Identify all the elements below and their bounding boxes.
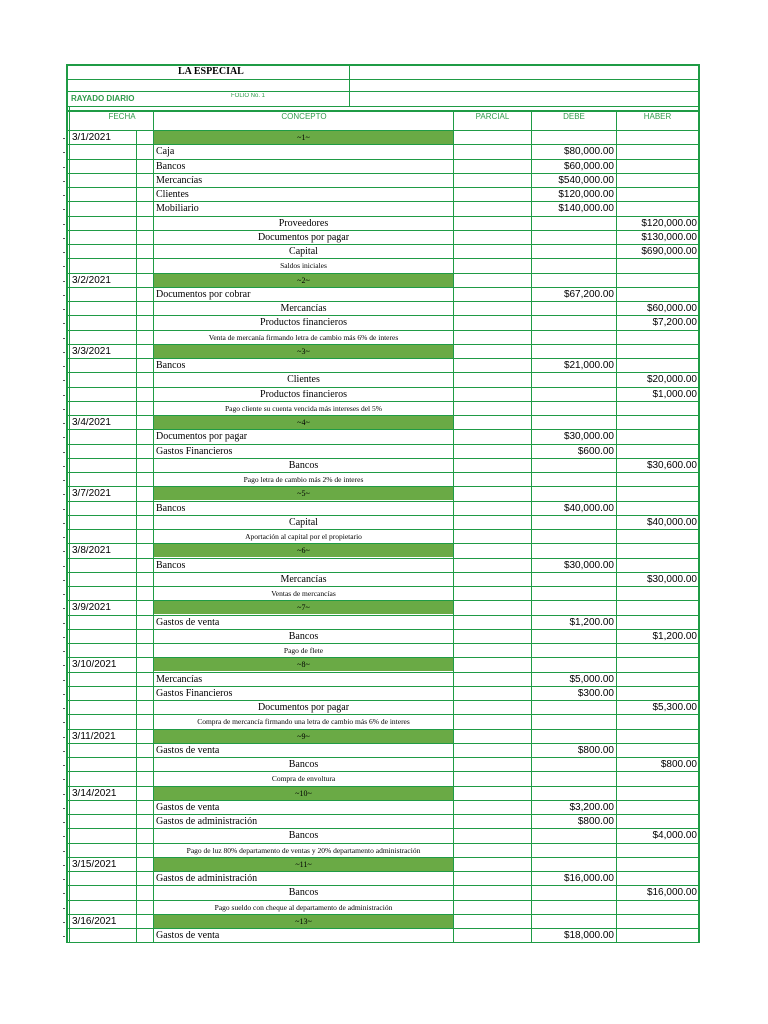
col-header-concepto: CONCEPTO — [281, 113, 327, 121]
row-rule — [66, 558, 698, 559]
header-top-rule — [66, 64, 698, 66]
debit-account: Gastos de venta — [156, 746, 220, 756]
row-rule — [66, 258, 698, 259]
credit-account: Bancos — [288, 888, 319, 898]
entry-date: 3/16/2021 — [72, 917, 117, 927]
debit-account: Caja — [156, 147, 175, 157]
row-marker — [63, 665, 65, 666]
haber-amount: $60,000.00 — [646, 304, 697, 314]
outer-left-border — [66, 64, 68, 943]
row-rule — [66, 757, 698, 758]
entry-description: Ventas de mercancías — [271, 590, 336, 598]
row-marker — [63, 338, 65, 339]
row-rule — [66, 771, 698, 772]
row-rule — [66, 159, 698, 160]
table-bottom-rule — [66, 942, 698, 943]
debe-amount: $800.00 — [577, 746, 614, 756]
debit-account: Gastos Financieros — [156, 689, 233, 699]
entry-description: Pago de luz 80% departamento de ventas y 20% departamento administración — [186, 847, 421, 855]
entry-date: 3/4/2021 — [72, 418, 111, 428]
debit-account: Gastos de venta — [156, 931, 220, 941]
row-rule — [66, 444, 698, 445]
debe-amount: $21,000.00 — [563, 361, 614, 371]
row-marker — [63, 309, 65, 310]
entry-description: Compra de mercancía firmando una letra de cambio más 6% de interes — [197, 718, 410, 726]
debe-amount: $40,000.00 — [563, 504, 614, 514]
credit-account: Proveedores — [278, 219, 329, 229]
row-marker — [63, 252, 65, 253]
haber-left-rule — [616, 110, 617, 943]
debe-amount: $30,000.00 — [563, 561, 614, 571]
entry-description: Pago de flete — [283, 647, 324, 655]
debit-account: Documentos por cobrar — [156, 290, 251, 300]
entry-number: ~3~ — [297, 348, 310, 356]
row-rule — [66, 914, 698, 915]
row-marker — [63, 694, 65, 695]
row-marker — [63, 224, 65, 225]
company-name: LA ESPECIAL — [178, 67, 244, 77]
row-marker — [63, 452, 65, 453]
debit-account: Bancos — [156, 561, 186, 571]
debit-account: Bancos — [156, 361, 186, 371]
entry-date: 3/8/2021 — [72, 546, 111, 556]
row-rule — [66, 586, 698, 587]
row-marker — [63, 808, 65, 809]
debit-account: Bancos — [156, 504, 186, 514]
haber-amount: $690,000.00 — [641, 247, 697, 257]
row-rule — [66, 629, 698, 630]
row-marker — [63, 751, 65, 752]
row-rule — [66, 287, 698, 288]
haber-amount: $20,000.00 — [646, 375, 697, 385]
row-rule — [66, 458, 698, 459]
row-marker — [63, 637, 65, 638]
entry-number: ~4~ — [297, 419, 310, 427]
entry-description: Pago cliente su cuenta vencida más intereses del 5% — [224, 405, 383, 413]
haber-amount: $120,000.00 — [641, 219, 697, 229]
debe-amount: $60,000.00 — [563, 162, 614, 172]
entry-number: ~2~ — [297, 277, 310, 285]
credit-account: Bancos — [288, 632, 319, 642]
entry-number: ~8~ — [297, 661, 310, 669]
credit-account: Productos financieros — [260, 318, 347, 328]
row-marker — [63, 195, 65, 196]
haber-amount: $4,000.00 — [652, 831, 697, 841]
row-marker — [63, 794, 65, 795]
row-marker — [63, 480, 65, 481]
haber-amount: $1,000.00 — [652, 390, 697, 400]
col-header-fecha: FECHA — [108, 113, 136, 121]
row-marker — [63, 708, 65, 709]
haber-amount: $40,000.00 — [646, 518, 697, 528]
row-rule — [66, 814, 698, 815]
row-marker — [63, 238, 65, 239]
row-marker — [63, 893, 65, 894]
entry-description: Aportación al capital por el propietario — [245, 533, 362, 541]
row-marker — [63, 437, 65, 438]
inner-left-rule — [69, 106, 70, 943]
row-marker — [63, 466, 65, 467]
debit-account: Mercancías — [156, 675, 203, 685]
date-day-divider — [136, 130, 137, 943]
entry-number: ~13~ — [295, 918, 312, 926]
row-marker — [63, 879, 65, 880]
debit-account: Gastos de administración — [156, 874, 258, 884]
entry-number: ~1~ — [297, 134, 310, 142]
debe-left-rule — [531, 110, 532, 943]
credit-account: Mercancías — [280, 304, 327, 314]
entry-date: 3/14/2021 — [72, 789, 117, 799]
row-rule — [66, 700, 698, 701]
row-marker — [63, 936, 65, 937]
row-rule — [66, 714, 698, 715]
row-rule — [66, 187, 698, 188]
row-rule — [66, 344, 698, 345]
row-marker — [63, 651, 65, 652]
row-marker — [63, 494, 65, 495]
entry-date: 3/15/2021 — [72, 860, 117, 870]
row-marker — [63, 323, 65, 324]
row-rule — [66, 515, 698, 516]
row-rule — [66, 843, 698, 844]
entry-number: ~11~ — [295, 861, 312, 869]
row-rule — [66, 885, 698, 886]
entry-date: 3/1/2021 — [72, 133, 111, 143]
row-rule — [66, 315, 698, 316]
row-marker — [63, 851, 65, 852]
debe-amount: $540,000.00 — [558, 176, 614, 186]
row-rule — [66, 657, 698, 658]
row-rule — [66, 173, 698, 174]
credit-account: Bancos — [288, 831, 319, 841]
row-rule — [66, 401, 698, 402]
row-marker — [63, 209, 65, 210]
debit-account: Documentos por pagar — [156, 432, 248, 442]
row-rule — [66, 372, 698, 373]
row-marker — [63, 608, 65, 609]
debe-amount: $140,000.00 — [558, 204, 614, 214]
debe-amount: $300.00 — [577, 689, 614, 699]
credit-account: Documentos por pagar — [257, 703, 350, 713]
haber-amount: $30,000.00 — [646, 575, 697, 585]
row-rule — [66, 301, 698, 302]
row-rule — [66, 486, 698, 487]
row-marker — [63, 138, 65, 139]
row-rule — [66, 643, 698, 644]
row-marker — [63, 266, 65, 267]
row-marker — [63, 395, 65, 396]
row-rule — [66, 800, 698, 801]
entry-date: 3/10/2021 — [72, 660, 117, 670]
row-marker — [63, 537, 65, 538]
col-header-haber: HABER — [643, 113, 672, 121]
parcial-left-rule — [453, 110, 454, 943]
debe-amount: $120,000.00 — [558, 190, 614, 200]
credit-account: Clientes — [287, 375, 320, 385]
row-marker — [63, 822, 65, 823]
credit-account: Capital — [289, 518, 318, 528]
debe-amount: $67,200.00 — [563, 290, 614, 300]
debe-amount: $18,000.00 — [563, 931, 614, 941]
row-marker — [63, 580, 65, 581]
credit-account: Documentos por pagar — [257, 233, 350, 243]
haber-amount: $130,000.00 — [641, 233, 697, 243]
debit-account: Mercancías — [156, 176, 203, 186]
row-marker — [63, 737, 65, 738]
row-rule — [66, 130, 698, 131]
header-divider — [349, 66, 350, 106]
row-marker — [63, 551, 65, 552]
row-rule — [66, 729, 698, 730]
header-rule-3 — [66, 106, 698, 107]
row-marker — [63, 623, 65, 624]
row-marker — [63, 181, 65, 182]
row-marker — [63, 865, 65, 866]
credit-account: Bancos — [288, 461, 319, 471]
header-rule-2 — [66, 91, 698, 92]
debe-amount: $80,000.00 — [563, 147, 614, 157]
debe-amount: $1,200.00 — [569, 618, 614, 628]
row-rule — [66, 828, 698, 829]
row-rule — [66, 387, 698, 388]
debit-account: Gastos de venta — [156, 618, 220, 628]
debe-amount: $600.00 — [577, 447, 614, 457]
row-rule — [66, 244, 698, 245]
entry-description: Pago sueldo con cheque al departamento de administración — [214, 904, 393, 912]
row-rule — [66, 429, 698, 430]
row-marker — [63, 295, 65, 296]
row-rule — [66, 501, 698, 502]
col-header-parcial: PARCIAL — [475, 113, 510, 121]
row-rule — [66, 672, 698, 673]
row-rule — [66, 201, 698, 202]
row-rule — [66, 472, 698, 473]
debit-account: Mobiliario — [156, 204, 199, 214]
entry-date: 3/2/2021 — [72, 276, 111, 286]
entry-date: 3/11/2021 — [72, 732, 116, 742]
credit-account: Mercancías — [280, 575, 327, 585]
row-rule — [66, 330, 698, 331]
row-marker — [63, 366, 65, 367]
row-rule — [66, 144, 698, 145]
debe-amount: $5,000.00 — [569, 675, 614, 685]
debit-account: Gastos de administración — [156, 817, 258, 827]
col-header-debe: DEBE — [563, 113, 585, 121]
debe-amount: $3,200.00 — [569, 803, 614, 813]
header-rule-1 — [66, 79, 698, 80]
column-header-top-rule — [66, 110, 698, 112]
haber-amount: $5,300.00 — [652, 703, 697, 713]
haber-amount: $7,200.00 — [652, 318, 697, 328]
row-rule — [66, 529, 698, 530]
entry-description: Saldos iniciales — [280, 262, 327, 270]
entry-description: Pago letra de cambio más 2% de interes — [243, 476, 364, 484]
haber-amount: $16,000.00 — [646, 888, 697, 898]
row-rule — [66, 358, 698, 359]
entry-number: ~10~ — [295, 790, 312, 798]
row-rule — [66, 928, 698, 929]
entry-number: ~7~ — [297, 604, 310, 612]
haber-amount: $1,200.00 — [652, 632, 697, 642]
row-rule — [66, 743, 698, 744]
debit-account: Clientes — [156, 190, 189, 200]
haber-amount: $800.00 — [660, 760, 697, 770]
row-marker — [63, 922, 65, 923]
credit-account: Capital — [289, 247, 318, 257]
row-rule — [66, 230, 698, 231]
row-marker — [63, 680, 65, 681]
row-rule — [66, 871, 698, 872]
entry-number: ~5~ — [297, 490, 310, 498]
row-marker — [63, 152, 65, 153]
entry-date: 3/7/2021 — [72, 489, 111, 499]
row-marker — [63, 779, 65, 780]
row-marker — [63, 423, 65, 424]
row-marker — [63, 523, 65, 524]
credit-account: Productos financieros — [260, 390, 347, 400]
row-marker — [63, 281, 65, 282]
row-marker — [63, 722, 65, 723]
row-marker — [63, 352, 65, 353]
row-rule — [66, 572, 698, 573]
row-marker — [63, 908, 65, 909]
entry-date: 3/9/2021 — [72, 603, 111, 613]
row-marker — [63, 409, 65, 410]
row-marker — [63, 765, 65, 766]
entry-description: Venta de mercanía firmando letra de cambio más 6% de interes — [208, 334, 399, 342]
row-rule — [66, 415, 698, 416]
row-rule — [66, 900, 698, 901]
concept-left-rule — [153, 110, 154, 943]
row-marker — [63, 509, 65, 510]
entry-number: ~6~ — [297, 547, 310, 555]
row-marker — [63, 594, 65, 595]
row-rule — [66, 273, 698, 274]
row-marker — [63, 566, 65, 567]
entry-description: Compra de envoltura — [271, 775, 336, 783]
credit-account: Bancos — [288, 760, 319, 770]
debe-amount: $800.00 — [577, 817, 614, 827]
row-rule — [66, 216, 698, 217]
row-rule — [66, 786, 698, 787]
row-rule — [66, 600, 698, 601]
outer-right-border — [698, 64, 700, 943]
row-rule — [66, 686, 698, 687]
debe-amount: $30,000.00 — [563, 432, 614, 442]
row-rule — [66, 857, 698, 858]
folio-label: FOLIO No. 1 — [231, 93, 266, 99]
row-marker — [63, 167, 65, 168]
debe-amount: $16,000.00 — [563, 874, 614, 884]
entry-date: 3/3/2021 — [72, 347, 111, 357]
row-marker — [63, 380, 65, 381]
row-rule — [66, 615, 698, 616]
haber-amount: $30,600.00 — [646, 461, 697, 471]
debit-account: Bancos — [156, 162, 186, 172]
row-marker — [63, 836, 65, 837]
journal-title: RAYADO DIARIO — [71, 95, 135, 103]
entry-number: ~9~ — [297, 733, 310, 741]
debit-account: Gastos de venta — [156, 803, 220, 813]
debit-account: Gastos Financieros — [156, 447, 233, 457]
row-rule — [66, 543, 698, 544]
